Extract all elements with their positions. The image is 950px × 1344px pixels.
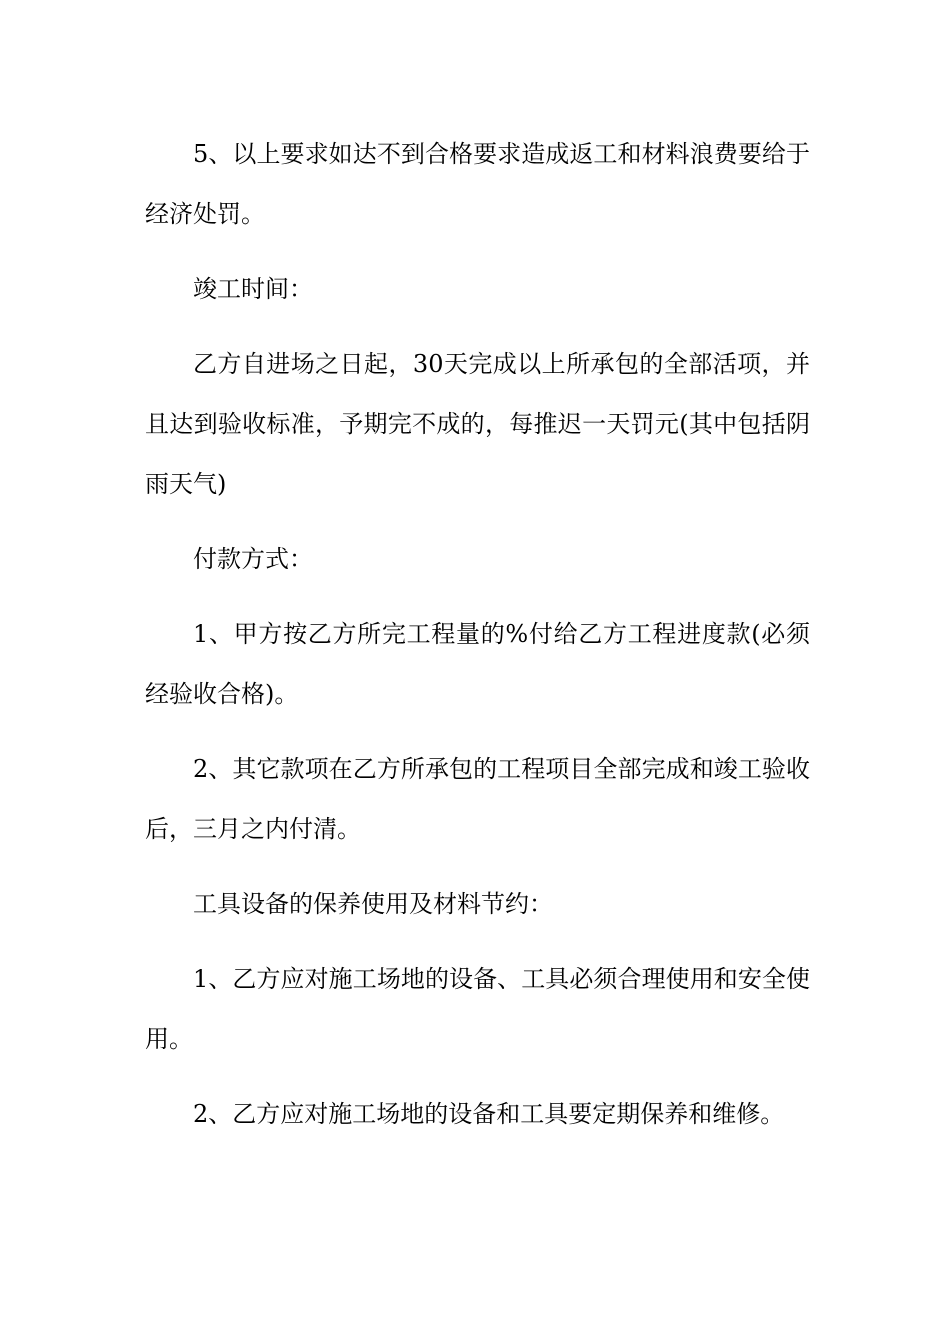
section-heading-payment: 付款方式： bbox=[193, 545, 313, 573]
clause-5-penalty: 5、以上要求如达不到合格要求造成返工和材料浪费要给于经济处罚。 bbox=[145, 140, 810, 228]
equipment-clause-2: 2、乙方应对施工场地的设备和工具要定期保养和维修。 bbox=[193, 1100, 785, 1128]
document-body bbox=[145, 124, 810, 1159]
section-heading-completion-time: 竣工时间： bbox=[193, 275, 313, 303]
equipment-clause-1: 1、乙方应对施工场地的设备、工具必须合理使用和安全使用。 bbox=[145, 965, 810, 1053]
payment-clause-2: 2、其它款项在乙方所承包的工程项目全部完成和竣工验收后，三月之内付清。 bbox=[145, 755, 810, 843]
payment-clause-1: 1、甲方按乙方所完工程量的%付给乙方工程进度款(必须经验收合格)。 bbox=[145, 620, 810, 708]
completion-time-terms: 乙方自进场之日起，30天完成以上所承包的全部活项，并且达到验收标准，予期完不成的，每推迟一天罚元(其中包括阴雨天气) bbox=[145, 350, 810, 498]
section-heading-equipment: 工具设备的保养使用及材料节约： bbox=[193, 890, 553, 918]
